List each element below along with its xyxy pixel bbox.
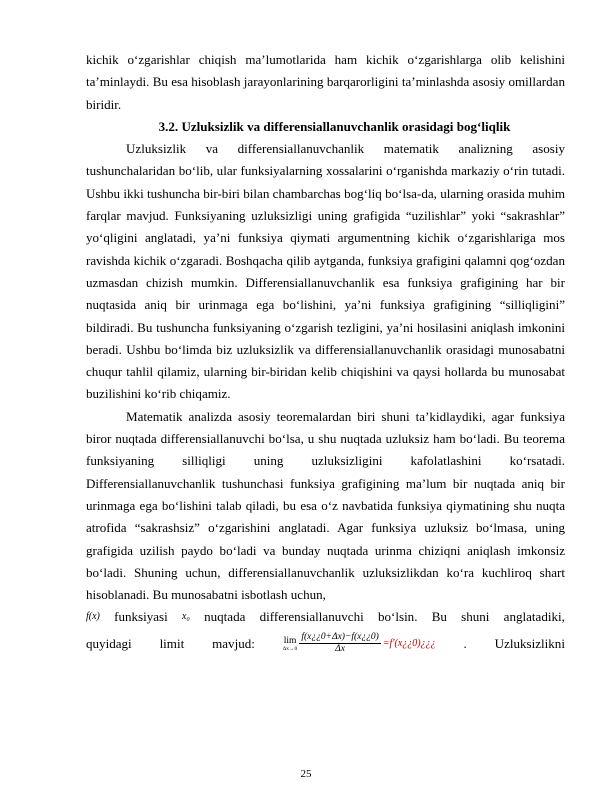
point-symbol: x₀: [181, 611, 190, 623]
limit-operator: lim Δx→0: [282, 635, 298, 652]
limit-line: [86, 629, 565, 659]
word: differensiallanuvchi: [259, 609, 364, 625]
word: Bu: [431, 609, 447, 625]
word: mavjud:: [212, 635, 255, 651]
function-line: [86, 606, 565, 628]
word: anglatadiki,: [503, 609, 565, 625]
limit-formula: [283, 632, 436, 655]
word: quyidagi: [86, 635, 132, 651]
paragraph-intro: kichik o‘zgarishlar chiqish ma’lumotlarida ham kichik o‘zgarishlarga olib kelishini ta’minlaydi. Bu esa hisoblash jarayonlarining barqarorligini ta’minlashda asosiy omillardan biridir.: [86, 52, 565, 112]
function-symbol: f(x): [86, 611, 100, 623]
period: .: [463, 635, 467, 651]
paragraph-continuity: Uzluksizlik va differensiallanuvchanlik matematik analizning asosiy tushunchalaridan bo‘lib, ular funksiyalarning xossalarini o‘rganishda markaziy o‘rin tutadi. Ushbu ikki tushuncha bir-biri bilan chambarchas bog‘liq bo‘lsa-da, ularning orasida muhim farqlar mavjud. Funksiyaning uzluksizligi uning grafigida “uzilishlar” yoki “sakrashlar” yo‘qligini anglatadi, ya’ni funksiya qiymati argumentning kichik o‘zgarishlariga mos ravishda kichik o‘zgaradi. Boshqacha qilib aytganda, funksiya grafigini qalamni qog‘ozdan uzmasdan chizish mumkin. Differensiallanuvchanlik esa funksiya grafigining har bir nuqtasida aniq bir urinmaga ega bo‘lishini, ya’ni funksiya grafigining “silliqligini” bildiradi. Bu tushuncha funksiyaning o‘zgarish tezligini, ya’ni hosilasini aniqlash imkonini beradi. Ushbu bo‘limda biz uzluksizlik va differensiallanuvchanlik orasidagi munosabatni chuqur tahlil qilamiz, ularning bir-biridan kelib chiqishini va qaysi hollarda bu munosabat buzilishini ko‘rib chiqamiz.: [86, 141, 565, 402]
section-heading: 3.2. Uzluksizlik va differensiallanuvchanlik orasidagi bog‘liqlik: [158, 118, 511, 134]
difference-quotient: $\frac{f(x¿¿0+\Delta x)-f(x¿¿0)}{\Delta x}$: [301, 632, 379, 655]
word: bo‘lsin.: [377, 609, 418, 625]
word: shuni: [461, 609, 490, 625]
derivative-value: =f′(x¿¿0)¿¿¿: [382, 638, 436, 650]
document-page: [86, 49, 565, 659]
page-number: 25: [300, 768, 312, 780]
word: limit: [159, 635, 185, 651]
word: nuqtada: [204, 609, 246, 625]
word: funksiyasi: [114, 609, 168, 625]
word: Uzluksizlikni: [494, 635, 565, 651]
paragraph-theorem: Matematik analizda asosiy teoremalardan biri shuni ta’kidlaydiki, agar funksiya biror nuqtada differensiallanuvchi bo‘lsa, u shu nuqtada uzluksiz ham bo‘ladi. Bu teorema funksiyaning silliqligi uning uzluksizligini kafolatlashini ko‘rsatadi. Differensiallanuvchanlik tushunchasi funksiya grafigining ma’lum bir nuqtada aniq bir urinmaga ega bo‘lishini talab qiladi, bu esa o‘z navbatida funksiya qiymatining shu nuqta atrofida “sakrashsiz” o‘zgarishini anglatadi. Agar funksiya uzluksiz bo‘lmasa, uning grafigida uzilish paydo bo‘ladi va bunday nuqtada urinma chiziqni aniqlash imkonsiz bo‘ladi. Shuning uchun, differensiallanuvchanlik uzluksizlikdan ko‘ra kuchliroq shart hisoblanadi. Bu munosabatni isbotlash uchun,: [86, 408, 565, 603]
